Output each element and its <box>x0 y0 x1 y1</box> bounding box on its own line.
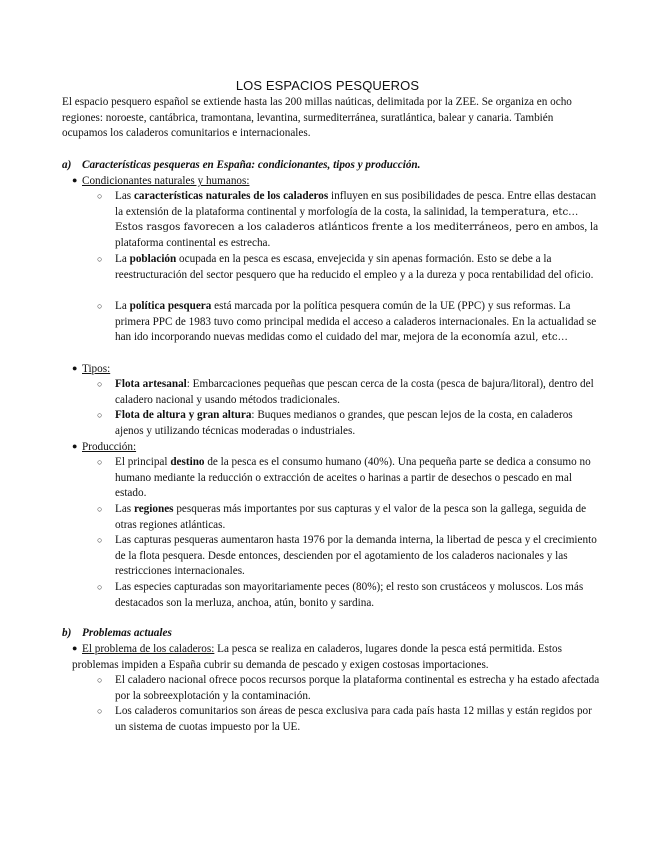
list-item-text: La población ocupada en la pesca es escasa, envejecida y sin apenas formación. Esto se debe a la reestructuración del sector pesquero que ha reducido el empleo y a la dureza y poca rentabilidad del oficio. <box>115 253 594 281</box>
circle-bullet-icon: ○ <box>97 535 103 545</box>
circle-bullet-icon: ○ <box>97 582 103 592</box>
section-a-heading <box>62 158 420 174</box>
page-title: LOS ESPACIOS PESQUEROS <box>235 78 420 93</box>
bullet-problema <box>72 641 597 673</box>
list-item-text: Las capturas pesqueras aumentaron hasta 1976 por la demanda interna, la libertad de pesca y el crecimiento de la flota pesquera. Desde entonces, descienden por el agotamiento de los caladeros nacionales y las restricciones internacionales. <box>115 534 597 578</box>
list-item-text: Las características naturales de los caladeros influyen en sus posibilidades de pesca. Entre ellas destacan la extensión de la plataforma continental y morfología de la costa, la salinidad, la temperatura, etc… Estos rasgos favorecen a los caladeros atlánticos frente a los mediterráneos, pero en ambos, la plataforma continental es estrecha. <box>115 190 599 249</box>
bullet-dot: ● <box>72 643 78 653</box>
bullet-dot: ● <box>72 175 78 185</box>
circle-bullet-icon: ○ <box>97 410 103 420</box>
section-a-title: Características pesqueras en España: condicionantes, tipos y producción. <box>82 159 421 171</box>
list-item-cond-1 <box>97 189 597 251</box>
list-item-cond-3 <box>97 299 597 361</box>
section-b-title: Problemas actuales <box>82 627 172 639</box>
list-item-prod-1 <box>97 455 597 501</box>
list-item-prod-4 <box>97 580 597 611</box>
bullet-dot: ● <box>72 363 78 373</box>
list-item-text: Las regiones pesqueras más importantes por sus capturas y el valor de la pesca son la gallega, seguida de otras regiones atlánticas. <box>115 503 587 531</box>
list-item-text: El caladero nacional ofrece pocos recursos porque la plataforma continental es estrecha y ha estado afectada por la sobreexplotación y la contaminación. <box>115 674 600 702</box>
list-item-text: Las especies capturadas son mayoritariamente peces (80%); el resto son crustáceos y moluscos. Los más destacados son la merluza, anchoa, atún, bonito y sardina. <box>115 581 584 609</box>
bullet-produccion <box>72 439 136 456</box>
circle-bullet-icon: ○ <box>97 675 103 685</box>
circle-bullet-icon: ○ <box>97 191 103 201</box>
section-b-heading <box>62 626 172 642</box>
produccion-label: Producción: <box>82 441 137 453</box>
circle-bullet-icon: ○ <box>97 504 103 514</box>
list-item-prod-2 <box>97 502 597 533</box>
circle-bullet-icon: ○ <box>97 706 103 716</box>
bullet-tipos <box>72 361 110 378</box>
section-a-letter: a) <box>62 159 72 171</box>
circle-bullet-icon: ○ <box>97 379 103 389</box>
problema-text: La pesca se realiza en caladeros, lugares donde la pesca está permitida. Estos problemas impiden a España cubrir su demanda de pescado y exigen costosas importaciones. <box>72 643 562 671</box>
section-b-letter: b) <box>62 627 72 639</box>
list-item-cond-2 <box>97 252 597 298</box>
bullet-dot: ● <box>72 441 78 451</box>
circle-bullet-icon: ○ <box>97 457 103 467</box>
list-item-prob-1 <box>97 673 600 704</box>
intro-paragraph: El espacio pesquero español se extiende hasta las 200 millas naúticas, delimitada por la ZEE. Se organiza en ocho regiones: noroeste, cantábrica, tramontana, levantina, surmediterránea, suratlántica, balear y canaria. También ocupamos los caladeros comunitarios e internacionales. <box>62 96 572 140</box>
condicionantes-label: Condicionantes naturales y humanos: <box>82 175 250 187</box>
tipos-label: Tipos: <box>82 363 111 375</box>
bullet-condicionantes <box>72 173 249 190</box>
circle-bullet-icon: ○ <box>97 254 103 264</box>
list-item-tipo-2 <box>97 408 597 439</box>
list-item-text: El principal destino de la pesca es el consumo humano (40%). Una pequeña parte se dedica a consumo no humano mediante la reducción o extracción de aceites o harinas a partir de desechos o pescado en mal estado. <box>115 456 591 500</box>
list-item-prob-2 <box>97 704 597 735</box>
circle-bullet-icon: ○ <box>97 301 103 311</box>
list-item-text: Los caladeros comunitarios son áreas de pesca exclusiva para cada país hasta 12 millas y están regidos por un sistema de cuotas impuesto por la UE. <box>115 705 592 733</box>
problema-label: El problema de los caladeros: <box>82 643 215 655</box>
list-item-text: Flota artesanal: Embarcaciones pequeñas que pescan cerca de la costa (pesca de bajura/litoral), dentro del caladero nacional y usando métodos tradicionales. <box>115 378 594 406</box>
list-item-text: Flota de altura y gran altura: Buques medianos o grandes, que pescan lejos de la costa, en caladeros ajenos y utilizando técnicas moderadas o industriales. <box>115 409 573 437</box>
list-item-text: La política pesquera está marcada por la política pesquera común de la UE (PPC) y sus reformas. La primera PPC de 1983 tuvo como principal medida el acceso a caladeros internacionales. En la actualidad se han ido incorporando nuevas medidas como el cuidado del mar, mejora de la economía azul, etc… <box>115 300 597 344</box>
list-item-tipo-1 <box>97 377 597 408</box>
list-item-prod-3 <box>97 533 597 579</box>
